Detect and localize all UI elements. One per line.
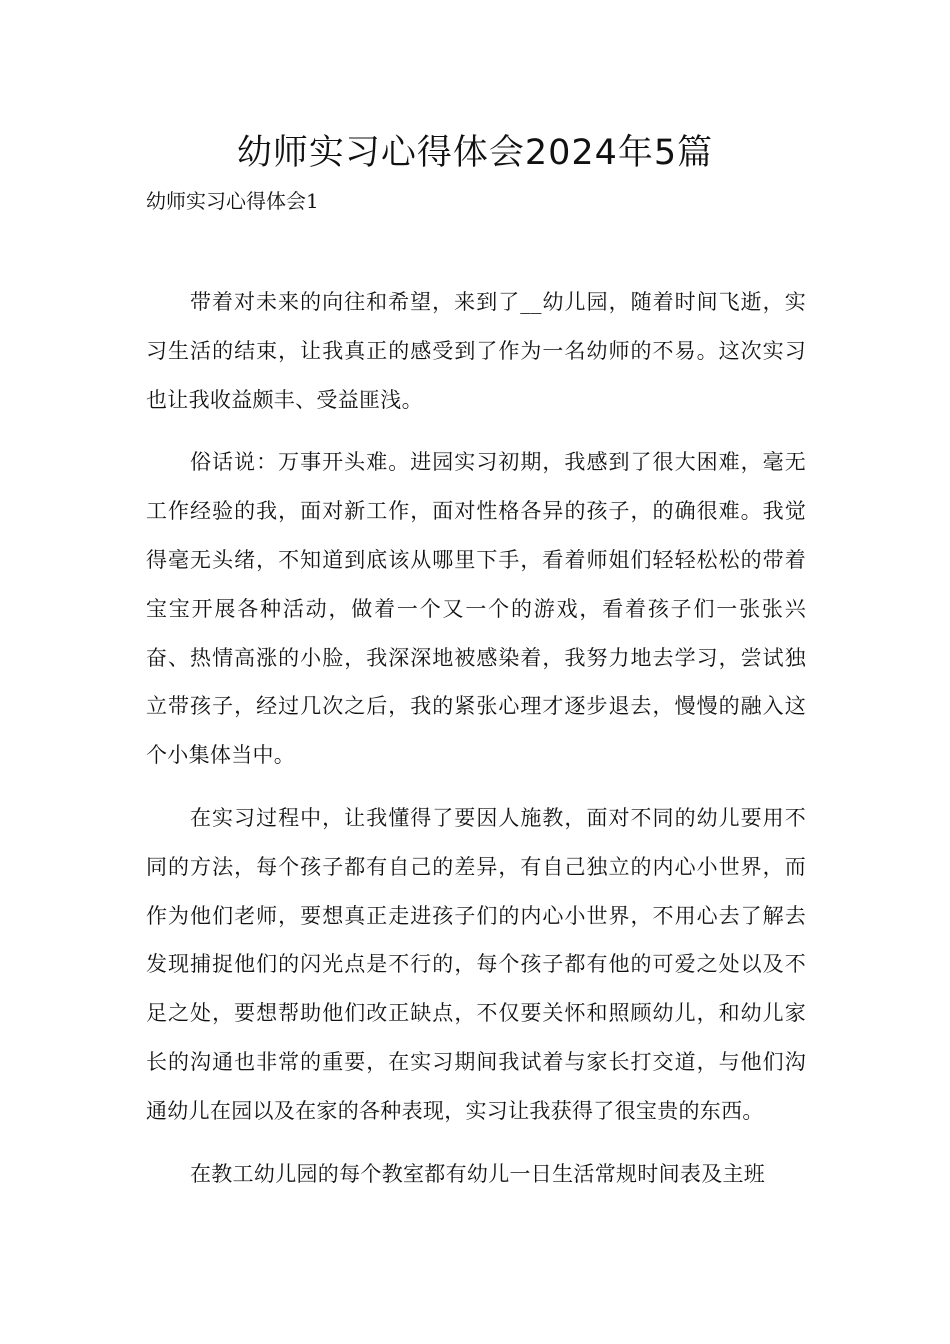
document-body — [146, 278, 806, 1212]
paragraph: 在教工幼儿园的每个教室都有幼儿一日生活常规时间表及主班 — [190, 1161, 766, 1186]
paragraph: 带着对未来的向往和希望，来到了__幼儿园，随着时间飞逝，实习生活的结束，让我真正的感受到了作为一名幼师的不易。这次实习也让我收益颇丰、受益匪浅。 — [146, 290, 806, 412]
document-title: 幼师实习心得体会2024年5篇 — [236, 133, 714, 173]
paragraph: 俗话说：万事开头难。进园实习初期，我感到了很大困难，毫无工作经验的我，面对新工作，面对性格各异的孩子，的确很难。我觉得毫无头绪，不知道到底该从哪里下手，看着师姐们轻轻松松的带着宝宝开展各种活动，做着一个又一个的游戏，看着孩子们一张张兴奋、热情高涨的小脸，我深深地被感染着，我努力地去学习，尝试独立带孩子，经过几次之后，我的紧张心理才逐步退去，慢慢的融入这个小集体当中。 — [146, 450, 806, 768]
paragraph: 在实习过程中，让我懂得了要因人施教，面对不同的幼儿要用不同的方法，每个孩子都有自己的差异，有自己独立的内心小世界，而作为他们老师，要想真正走进孩子们的内心小世界，不用心去了解去发现捕捉他们的闪光点是不行的，每个孩子都有他的可爱之处以及不足之处，要想帮助他们改正缺点，不仅要关怀和照顾幼儿，和幼儿家长的沟通也非常的重要，在实习期间我试着与家长打交道，与他们沟通幼儿在园以及在家的各种表现，实习让我获得了很宝贵的东西。 — [146, 805, 806, 1123]
section-heading: 幼师实习心得体会1 — [146, 189, 319, 213]
